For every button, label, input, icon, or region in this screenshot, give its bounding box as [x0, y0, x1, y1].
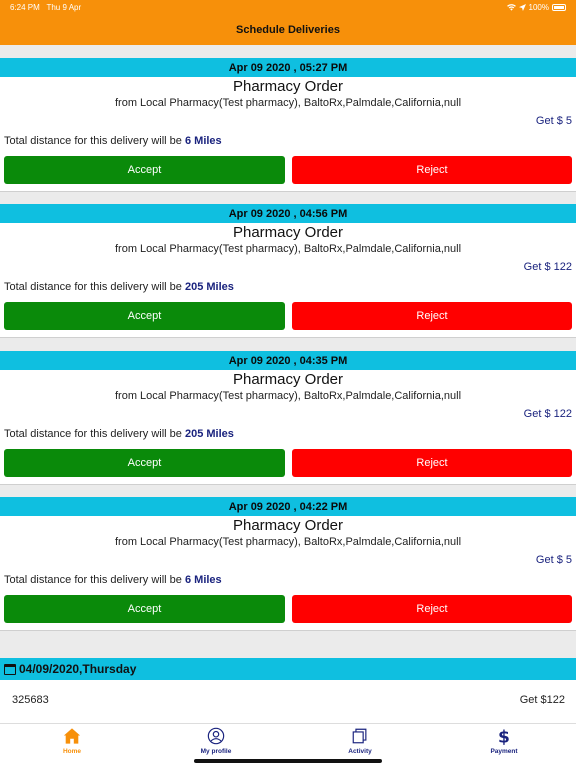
delivery-title: Pharmacy Order — [232, 78, 344, 95]
dollar-icon — [495, 727, 513, 745]
tab-payment[interactable] — [464, 727, 544, 761]
accept-button[interactable]: Accept — [4, 595, 285, 623]
delivery-price: Get $ 5 — [535, 115, 572, 127]
tab-payment-label: Payment — [490, 748, 518, 755]
calendar-icon — [4, 664, 16, 675]
reject-button[interactable]: Reject — [292, 595, 572, 623]
delivery-card — [0, 351, 576, 485]
distance-value: 6 Miles — [184, 135, 222, 147]
delivery-from: from Local Pharmacy(Test pharmacy), BaltoRx,Palmdale,California,null — [114, 243, 462, 255]
battery-icon — [552, 4, 566, 11]
reject-button[interactable]: Reject — [292, 156, 572, 184]
list-item[interactable] — [0, 680, 576, 723]
tab-home-label: Home — [62, 748, 82, 755]
tab-home[interactable] — [32, 727, 112, 761]
status-bar — [0, 0, 576, 14]
accept-button[interactable]: Accept — [4, 302, 285, 330]
delivery-distance: Total distance for this delivery will be 205 Miles — [4, 428, 234, 440]
delivery-card — [0, 497, 576, 631]
delivery-card — [0, 204, 576, 338]
svg-text:$: $ — [498, 727, 510, 745]
delivery-distance: Total distance for this delivery will be 6 Miles — [4, 135, 222, 147]
nav-bar — [0, 14, 576, 45]
delivery-card — [0, 58, 576, 192]
order-id: 325683 — [12, 694, 49, 706]
delivery-price: Get $ 5 — [535, 554, 572, 566]
delivery-distance: Total distance for this delivery will be 205 Miles — [4, 281, 234, 293]
tab-my-profile[interactable] — [176, 727, 256, 761]
delivery-title: Pharmacy Order — [232, 371, 344, 388]
tab-activity[interactable] — [320, 727, 400, 761]
home-indicator[interactable] — [194, 759, 382, 763]
delivery-from: from Local Pharmacy(Test pharmacy), BaltoRx,Palmdale,California,null — [114, 536, 462, 548]
accept-button[interactable]: Accept — [4, 449, 285, 477]
day-section-label: 04/09/2020,Thursday — [19, 662, 137, 676]
delivery-distance: Total distance for this delivery will be 6 Miles — [4, 574, 222, 586]
delivery-datetime: Apr 09 2020 , 04:22 PM — [0, 497, 576, 516]
delivery-price: Get $ 122 — [523, 408, 572, 420]
battery-percent: 100% — [528, 3, 549, 12]
order-amount: Get $122 — [519, 694, 565, 706]
delivery-from: from Local Pharmacy(Test pharmacy), BaltoRx,Palmdale,California,null — [114, 390, 462, 402]
delivery-datetime: Apr 09 2020 , 04:35 PM — [0, 351, 576, 370]
distance-value: 6 Miles — [184, 574, 222, 586]
wifi-icon — [507, 4, 516, 11]
page-title: Schedule Deliveries — [236, 23, 340, 36]
status-right — [507, 3, 566, 12]
profile-icon — [207, 727, 225, 745]
tab-my-profile-label: My profile — [200, 748, 232, 755]
delivery-datetime: Apr 09 2020 , 04:56 PM — [0, 204, 576, 223]
delivery-datetime: Apr 09 2020 , 05:27 PM — [0, 58, 576, 77]
delivery-title: Pharmacy Order — [232, 224, 344, 241]
activity-icon — [351, 727, 369, 745]
status-time: 6:24 PM Thu 9 Apr — [10, 3, 82, 12]
delivery-list[interactable] — [0, 45, 576, 723]
reject-button[interactable]: Reject — [292, 302, 572, 330]
delivery-title: Pharmacy Order — [232, 517, 344, 534]
delivery-price: Get $ 122 — [523, 261, 572, 273]
accept-button[interactable]: Accept — [4, 156, 285, 184]
distance-value: 205 Miles — [184, 428, 234, 440]
reject-button[interactable]: Reject — [292, 449, 572, 477]
day-section-header — [0, 658, 576, 680]
distance-value: 205 Miles — [184, 281, 234, 293]
location-arrow-icon — [519, 4, 526, 11]
delivery-from: from Local Pharmacy(Test pharmacy), BaltoRx,Palmdale,California,null — [114, 97, 462, 109]
home-icon — [63, 727, 81, 745]
tab-activity-label: Activity — [348, 748, 372, 755]
